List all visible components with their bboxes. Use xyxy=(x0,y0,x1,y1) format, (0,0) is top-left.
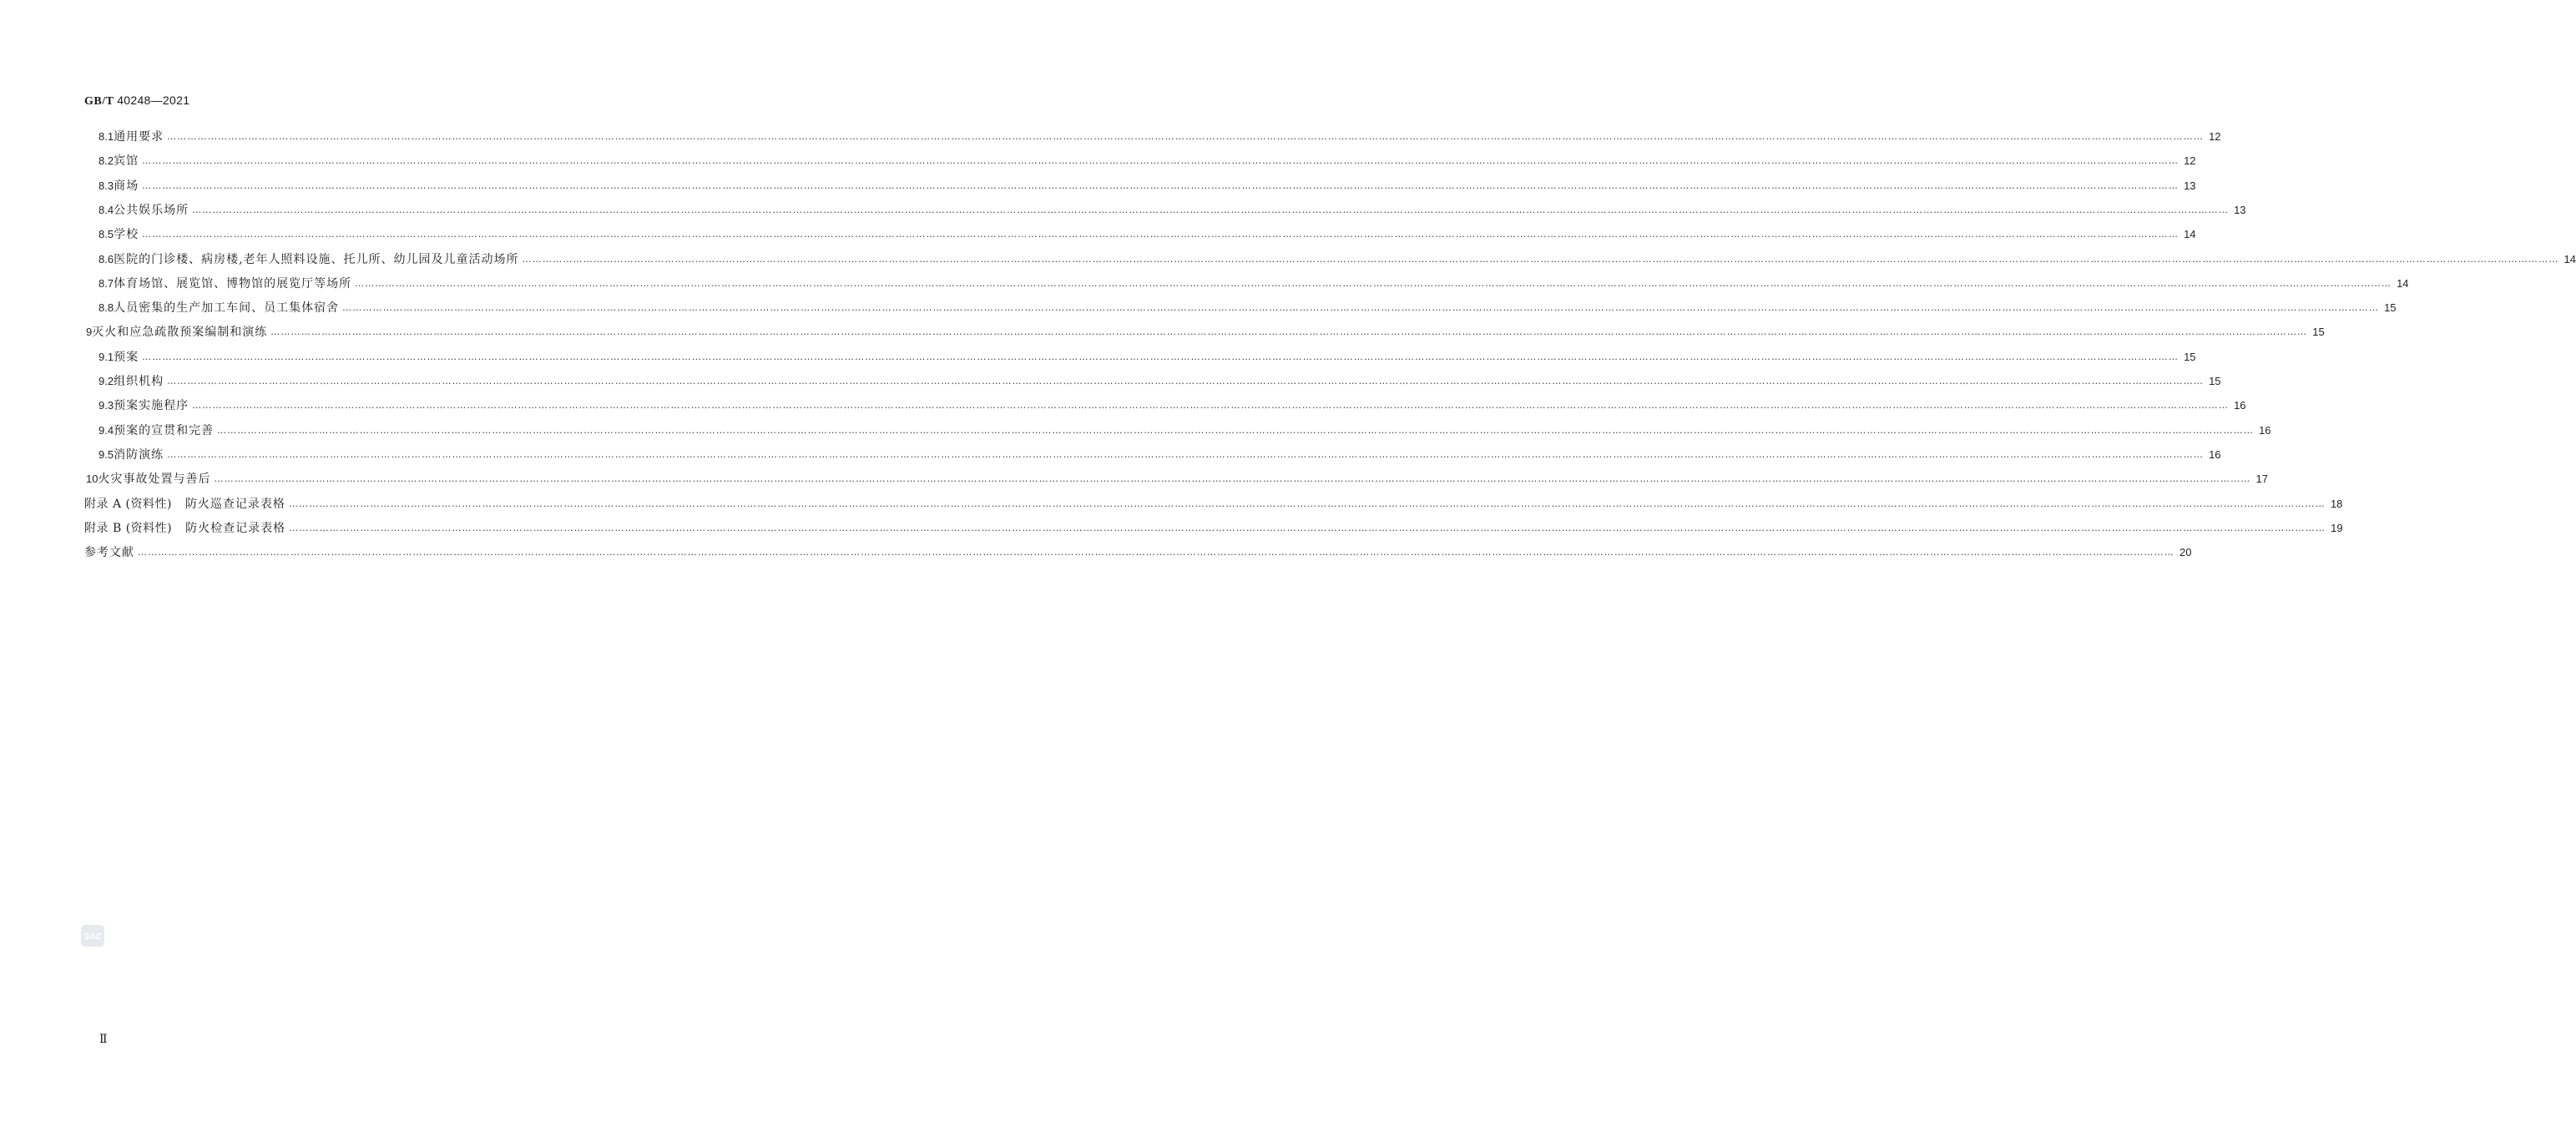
toc-entry-number: 9 xyxy=(86,326,93,339)
toc-leader-dots: …………………………………………………………………………………………………………………………………………………………………………………………………………………………………………………………………………………………………………………………………………………………………………………………………………………………………………………………………………………………………………………………………………………… xyxy=(355,277,2392,289)
toc-entry[interactable] xyxy=(98,348,2196,366)
toc-entry-page: 12 xyxy=(2184,154,2196,168)
toc-leader-dots: …………………………………………………………………………………………………………………………………………………………………………………………………………………………………………………………………………………………………………………………………………………………………………………………………………………………………………………………………………………………………………………………………………………… xyxy=(522,253,2559,265)
toc-entry-title: 宾馆 xyxy=(114,154,139,169)
toc-entry-title: 公共娱乐场所 xyxy=(114,203,189,217)
page-header xyxy=(84,94,189,109)
toc-entry[interactable] xyxy=(98,225,2196,244)
toc-entry-number: 8.2 xyxy=(98,154,114,168)
toc-entry[interactable] xyxy=(98,397,2246,415)
toc-entry-page: 13 xyxy=(2184,179,2196,192)
toc-entry-title: 灭火和应急疏散预案编制和演练 xyxy=(92,326,268,340)
toc-entry-number: 9.4 xyxy=(98,423,114,437)
toc-leader-dots: …………………………………………………………………………………………………………………………………………………………………………………………………………………………………………………………………………………………………………………………………………………………………………………………………………………………………………………………………………………………………………………………………………………… xyxy=(342,302,2380,314)
toc-entry[interactable] xyxy=(84,519,2343,538)
toc-entry-number: 9.3 xyxy=(98,399,114,412)
toc-entry-page: 15 xyxy=(2312,326,2325,339)
toc-leader-dots: …………………………………………………………………………………………………………………………………………………………………………………………………………………………………………………………………………………………………………………………………………………………………………………………………………………………………………………………………………………………………………………………………………………… xyxy=(167,376,2205,387)
toc-leader-dots: …………………………………………………………………………………………………………………………………………………………………………………………………………………………………………………………………………………………………………………………………………………………………………………………………………………………………………………………………………………………………………………………………………………… xyxy=(288,498,2326,509)
toc-entry-page: 15 xyxy=(2209,375,2221,387)
toc-leader-dots: …………………………………………………………………………………………………………………………………………………………………………………………………………………………………………………………………………………………………………………………………………………………………………………………………………………………………………………………………………………………………………………………………………………… xyxy=(270,326,2308,338)
toc-entry[interactable] xyxy=(84,543,2192,562)
toc-entry-number: 9.2 xyxy=(98,375,114,387)
toc-entry-number: 8.1 xyxy=(98,130,114,143)
toc-leader-dots: …………………………………………………………………………………………………………………………………………………………………………………………………………………………………………………………………………………………………………………………………………………………………………………………………………………………………………………………………………………………………………………………………………………… xyxy=(142,179,2179,191)
toc-entry-page: 14 xyxy=(2184,228,2196,241)
toc-leader-dots: …………………………………………………………………………………………………………………………………………………………………………………………………………………………………………………………………………………………………………………………………………………………………………………………………………………………………………………………………………………………………………………………………………………… xyxy=(167,448,2205,460)
standard-prefix: GB/T xyxy=(84,95,114,108)
toc-entry[interactable] xyxy=(98,446,2221,464)
toc-leader-dots: …………………………………………………………………………………………………………………………………………………………………………………………………………………………………………………………………………………………………………………………………………………………………………………………………………………………………………………………………………………………………………………………………………………… xyxy=(289,522,2326,533)
toc-entry-title: 消防演练 xyxy=(114,447,164,462)
toc-entry-number: 9.1 xyxy=(98,350,114,363)
toc-entry-title: 火灾事故处置与善后 xyxy=(98,473,211,487)
toc-entry-number: 附录 B (资料性) xyxy=(84,521,173,535)
toc-entry-title: 商场 xyxy=(114,179,139,193)
toc-entry-title: 组织机构 xyxy=(114,375,164,388)
sac-logo-icon xyxy=(81,925,104,947)
toc-entry-number: 8.4 xyxy=(98,203,114,216)
standard-number: 40248—2021 xyxy=(117,94,190,107)
toc-entry-number: 8.3 xyxy=(98,179,114,192)
toc-leader-dots: …………………………………………………………………………………………………………………………………………………………………………………………………………………………………………………………………………………………………………………………………………………………………………………………………………………………………………………………………………………………………………………………………………………… xyxy=(217,424,2255,436)
toc-leader-dots: …………………………………………………………………………………………………………………………………………………………………………………………………………………………………………………………………………………………………………………………………………………………………………………………………………………………………………………………………………………………………………………………………………………… xyxy=(192,204,2230,215)
toc-entry-title: 预案的宣贯和完善 xyxy=(114,423,215,437)
toc-entry[interactable] xyxy=(98,128,2221,146)
toc-entry[interactable] xyxy=(98,422,2271,440)
toc-entry-number: 9.5 xyxy=(98,447,114,461)
toc-entry-page: 13 xyxy=(2234,203,2246,216)
toc-entry-page: 16 xyxy=(2259,423,2271,437)
toc-entry[interactable] xyxy=(98,275,2409,293)
toc-entry-title: 体育场馆、展览馆、博物馆的展览厅等场所 xyxy=(114,276,352,291)
toc-leader-dots: …………………………………………………………………………………………………………………………………………………………………………………………………………………………………………………………………………………………………………………………………………………………………………………………………………………………………………………………………………………………………………………………………………………… xyxy=(142,229,2179,240)
toc-entry-page: 16 xyxy=(2209,447,2221,461)
toc-entry[interactable] xyxy=(98,299,2397,317)
toc-entry[interactable] xyxy=(98,201,2246,220)
toc-entry[interactable] xyxy=(84,495,2343,513)
svg-text:SAC: SAC xyxy=(83,932,102,942)
toc-leader-dots: …………………………………………………………………………………………………………………………………………………………………………………………………………………………………………………………………………………………………………………………………………………………………………………………………………………………………………………………………………………………………………………………………………………… xyxy=(142,155,2179,167)
toc-entry-number: 8.7 xyxy=(98,276,114,290)
toc-entry[interactable] xyxy=(86,470,2268,488)
toc-entry-page: 19 xyxy=(2331,521,2343,534)
toc-entry-page: 18 xyxy=(2330,497,2343,510)
toc-entry-title: 预案实施程序 xyxy=(114,399,189,413)
toc-leader-dots: …………………………………………………………………………………………………………………………………………………………………………………………………………………………………………………………………………………………………………………………………………………………………………………………………………………………………………………………………………………………………………………………………………………… xyxy=(167,131,2205,142)
toc-entry-title: 防火检查记录表格 xyxy=(185,521,286,535)
toc-entry[interactable] xyxy=(98,152,2196,170)
toc-entry[interactable] xyxy=(98,372,2221,391)
toc-entry-title: 学校 xyxy=(114,228,139,242)
toc-entry-page: 15 xyxy=(2384,301,2397,315)
toc-entry-page: 12 xyxy=(2209,130,2221,143)
toc-entry-number: 8.6 xyxy=(98,252,114,265)
toc-entry-title: 防火巡查记录表格 xyxy=(184,497,285,511)
toc-entry-title: 人员密集的生产加工车间、员工集体宿舍 xyxy=(114,301,340,316)
toc-leader-dots: …………………………………………………………………………………………………………………………………………………………………………………………………………………………………………………………………………………………………………………………………………………………………………………………………………………………………………………………………………………………………………………………………………………… xyxy=(138,547,2174,558)
toc-leader-dots: …………………………………………………………………………………………………………………………………………………………………………………………………………………………………………………………………………………………………………………………………………………………………………………………………………………………………………………………………………………………………………………………………………………… xyxy=(192,400,2230,412)
toc-entry-page: 17 xyxy=(2255,473,2268,486)
toc-leader-dots: …………………………………………………………………………………………………………………………………………………………………………………………………………………………………………………………………………………………………………………………………………………………………………………………………………………………………………………………………………………………………………………………………………………… xyxy=(142,351,2179,362)
page-number: Ⅱ xyxy=(99,1034,108,1046)
toc-entry-number: 8.5 xyxy=(98,228,114,241)
toc-entry[interactable] xyxy=(98,250,2576,269)
toc-entry-title: 参考文献 xyxy=(84,546,134,560)
toc-leader-dots: …………………………………………………………………………………………………………………………………………………………………………………………………………………………………………………………………………………………………………………………………………………………………………………………………………………………………………………………………………………………………………………………………………………… xyxy=(214,473,2251,485)
toc-entry-number: 附录 A (资料性) xyxy=(84,497,172,511)
toc-entry-number: 10 xyxy=(86,473,98,486)
toc-entry-title: 预案 xyxy=(114,350,139,364)
toc-entry-page: 15 xyxy=(2184,350,2196,363)
toc-entry-title: 通用要求 xyxy=(114,130,164,144)
toc-entry-page: 14 xyxy=(2563,252,2576,265)
toc-entry[interactable] xyxy=(98,177,2196,195)
toc-entry-title: 医院的门诊楼、病房楼,老年人照料设施、托儿所、幼儿园及儿童活动场所 xyxy=(114,252,519,266)
toc-entry[interactable] xyxy=(86,323,2325,341)
toc-entry-page: 16 xyxy=(2234,399,2246,412)
toc-entry-number: 8.8 xyxy=(98,301,114,315)
toc-entry-page: 20 xyxy=(2179,546,2192,559)
toc-entry-page: 14 xyxy=(2397,276,2409,290)
